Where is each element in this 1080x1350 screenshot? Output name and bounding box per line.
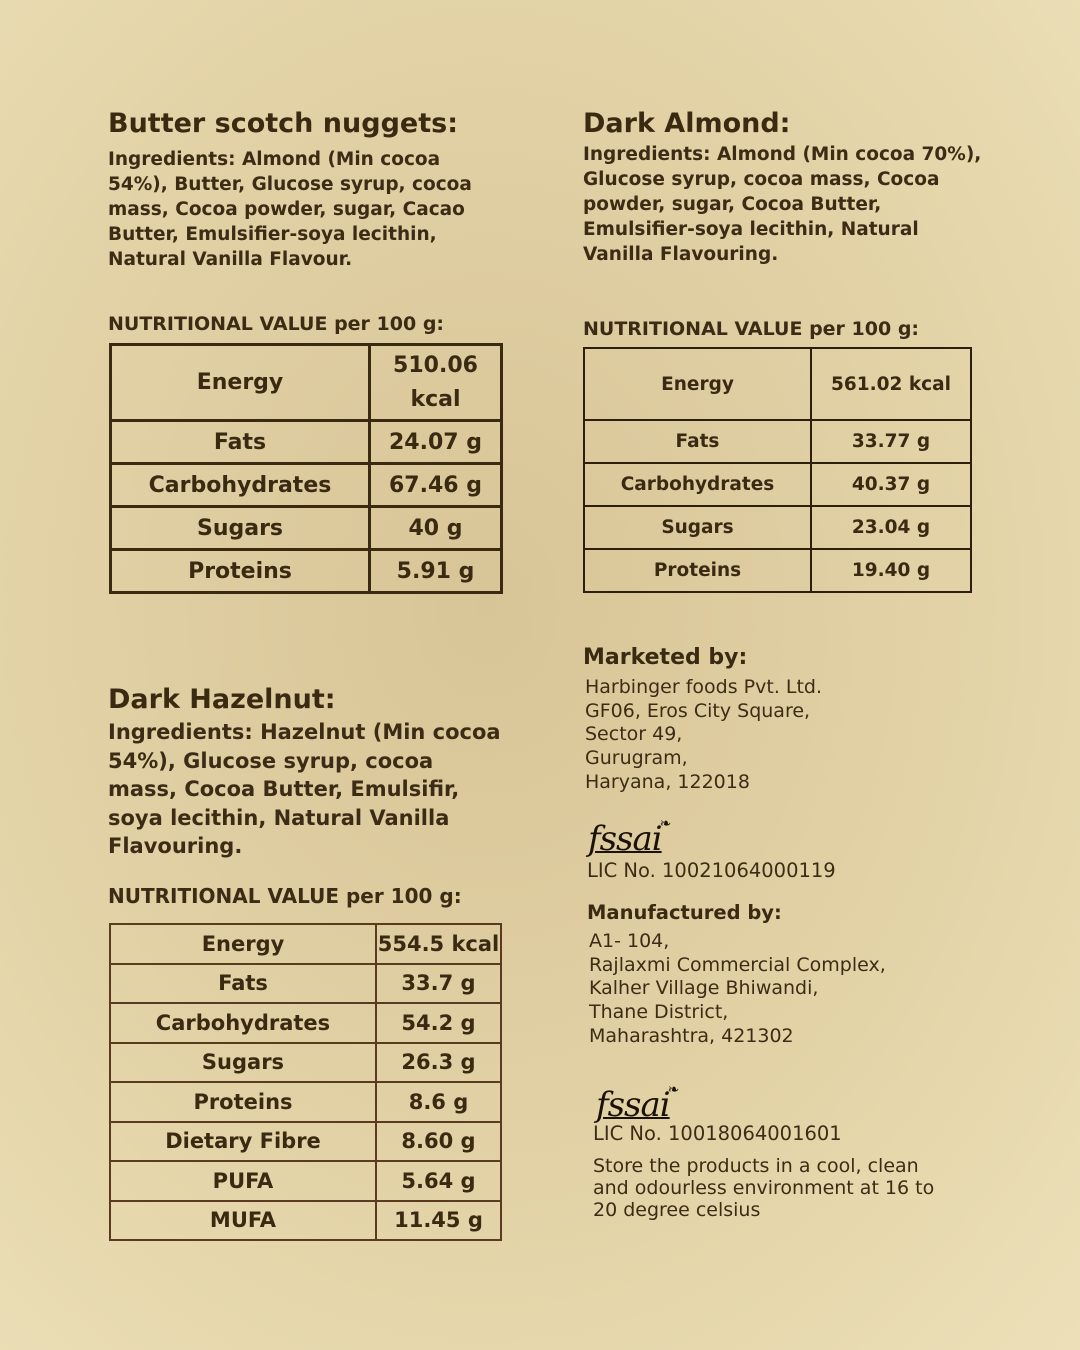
nutrient-label: Dietary Fibre — [110, 1122, 376, 1162]
nutrient-label: Carbohydrates — [111, 464, 370, 507]
address-line: GF06, Eros City Square, — [585, 699, 811, 722]
address-line: Gurugram, — [585, 747, 688, 770]
nutrient-label: Carbohydrates — [584, 463, 811, 506]
dark-hazelnut-nutrition-title: NUTRITIONAL VALUE per 100 g: — [108, 884, 462, 908]
address-line: Kalher Village Bhiwandi, — [589, 977, 819, 1000]
nutrient-value: 554.5 kcal — [376, 924, 501, 964]
table-row — [111, 550, 502, 593]
nutrient-value: 54.2 g — [376, 1003, 501, 1043]
marketed-by-title: Marketed by: — [583, 645, 748, 670]
nutrient-label: Energy — [110, 924, 376, 964]
nutrient-label: Energy — [111, 345, 370, 421]
nutrient-label: Proteins — [110, 1082, 376, 1122]
address-line: Sector 49, — [585, 723, 683, 746]
nutrient-value: 33.7 g — [376, 964, 501, 1004]
energy-value: 510.06 kcal — [393, 352, 478, 412]
dark-almond-ingredients: Ingredients: Almond (Min cocoa 70%), Glucose syrup, cocoa mass, Cocoa powder, sugar, Cocoa Butter, Emulsifier-soya lecithin, Natural Vanilla Flavouring. — [583, 144, 982, 265]
table-row — [110, 1082, 501, 1122]
nutrient-label: Sugars — [110, 1043, 376, 1083]
table-row — [110, 924, 501, 964]
nutrient-value: 40 g — [370, 507, 502, 550]
table-row — [110, 964, 501, 1004]
table-row — [110, 1003, 501, 1043]
nutrient-label: Proteins — [111, 550, 370, 593]
table-row — [584, 549, 971, 592]
address-line: A1- 104, — [589, 930, 670, 952]
dark-almond-nutrition-title: NUTRITIONAL VALUE per 100 g: — [583, 318, 920, 340]
fssai-logo-icon: fssai❧ — [596, 1082, 679, 1125]
dark-hazelnut-nutrition-table — [109, 923, 502, 1241]
nutrient-value: 5.64 g — [376, 1161, 501, 1201]
address-line: Haryana, 122018 — [585, 770, 750, 793]
nutrient-value: 33.77 g — [811, 420, 971, 463]
address-line: Maharashtra, 421302 — [589, 1024, 794, 1047]
butter-scotch-title: Butter scotch nuggets: — [108, 108, 458, 139]
table-row — [584, 420, 971, 463]
table-row — [584, 348, 971, 420]
address-line: Rajlaxmi Commercial Complex, — [589, 953, 886, 976]
dark-almond-nutrition-table — [583, 347, 972, 593]
nutrient-label: Fats — [110, 964, 376, 1004]
nutrient-value: 19.40 g — [811, 549, 971, 592]
nutrient-value: 8.60 g — [376, 1122, 501, 1162]
table-row — [111, 507, 502, 550]
table-row — [111, 464, 502, 507]
butter-scotch-nutrition-table — [109, 343, 503, 594]
nutrient-value: 24.07 g — [370, 421, 502, 464]
manufactured-by-address — [589, 930, 886, 1049]
nutrient-value: 8.6 g — [376, 1082, 501, 1122]
manufacturer-license-number: LIC No. 10018064001601 — [593, 1122, 842, 1145]
storage-instructions: Store the products in a cool, clean and odourless environment at 16 to 20 degree celsius — [593, 1155, 935, 1221]
table-row — [110, 1043, 501, 1083]
nutrient-value: 67.46 g — [370, 464, 502, 507]
nutrient-label: Fats — [584, 420, 811, 463]
butter-scotch-nutrition-title: NUTRITIONAL VALUE per 100 g: — [108, 313, 445, 335]
nutrient-value: 11.45 g — [376, 1201, 501, 1241]
manufactured-by-title: Manufactured by: — [587, 901, 782, 924]
nutrient-label: Carbohydrates — [110, 1003, 376, 1043]
table-row — [111, 421, 502, 464]
dark-hazelnut-title: Dark Hazelnut: — [108, 684, 336, 715]
nutrient-value: 40.37 g — [811, 463, 971, 506]
dark-hazelnut-ingredients: Ingredients: Hazelnut (Min cocoa 54%), Glucose syrup, cocoa mass, Cocoa Butter, Emulsifir, soya lecithin, Natural Vanilla Flavouring. — [108, 720, 501, 858]
address-line: Harbinger foods Pvt. Ltd. — [585, 676, 823, 698]
nutrient-value: 26.3 g — [376, 1043, 501, 1083]
nutrient-value — [370, 345, 502, 421]
table-row — [584, 506, 971, 549]
nutrient-label: Proteins — [584, 549, 811, 592]
fssai-logo-icon: fssai❧ — [588, 816, 671, 859]
nutrient-value: 561.02 kcal — [811, 348, 971, 420]
nutrient-label: Energy — [584, 348, 811, 420]
nutrient-label: Sugars — [584, 506, 811, 549]
butter-scotch-ingredients: Ingredients: Almond (Min cocoa 54%), Butter, Glucose syrup, cocoa mass, Cocoa powder, sugar, Cacao Butter, Emulsifier-soya lecithin, Natural Vanilla Flavour. — [108, 149, 472, 270]
marketed-by-address — [585, 676, 822, 795]
nutrient-label: PUFA — [110, 1161, 376, 1201]
nutrient-value: 23.04 g — [811, 506, 971, 549]
nutrient-label: Fats — [111, 421, 370, 464]
dark-almond-title: Dark Almond: — [583, 108, 791, 139]
table-row — [584, 463, 971, 506]
nutrient-value: 5.91 g — [370, 550, 502, 593]
table-row — [110, 1201, 501, 1241]
nutrient-label: Sugars — [111, 507, 370, 550]
table-row — [110, 1122, 501, 1162]
address-line: Thane District, — [589, 1001, 729, 1024]
table-row — [111, 345, 502, 421]
table-row — [110, 1161, 501, 1201]
marketer-license-number: LIC No. 10021064000119 — [587, 859, 836, 882]
nutrient-label: MUFA — [110, 1201, 376, 1241]
